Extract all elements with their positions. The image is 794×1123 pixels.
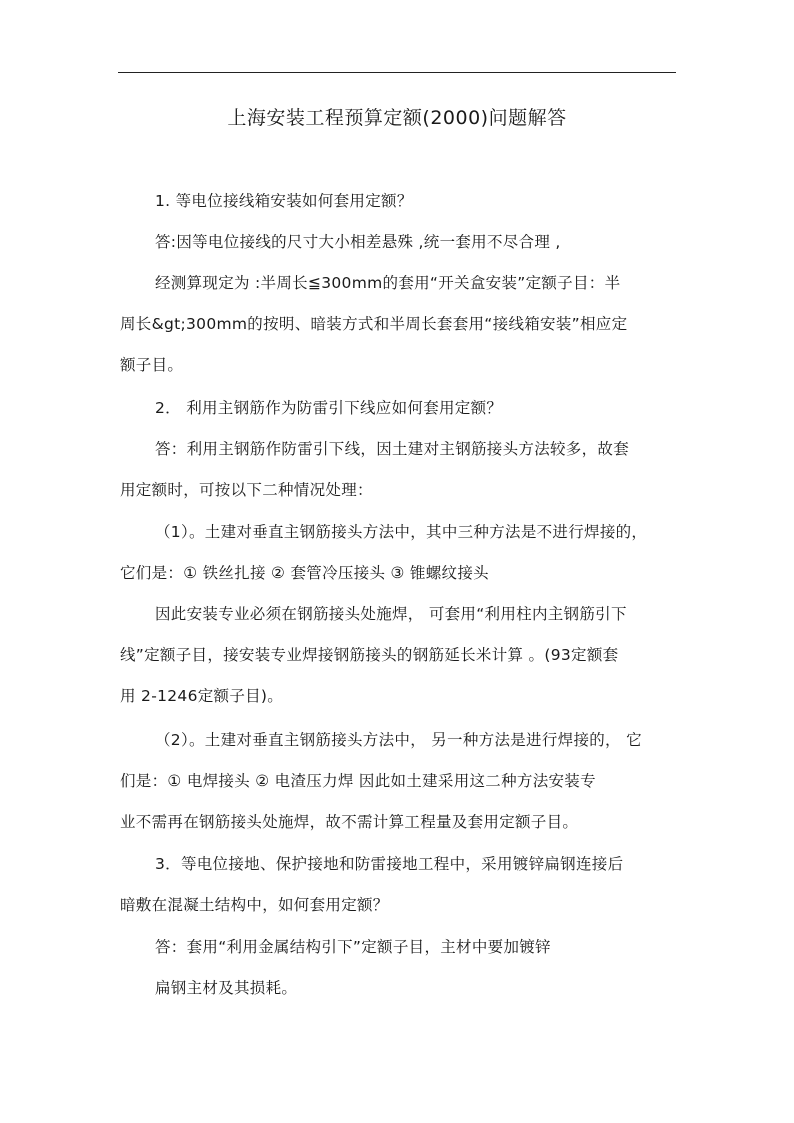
answer-2-line-1: 答：利用主钢筋作防雷引下线，因土建对主钢筋接头方法较多，故套 (155, 440, 630, 458)
case-2-line-3: 业不需再在钢筋接头处施焊，故不需计算工程量及套用定额子目。 (120, 813, 579, 831)
case-1-line-2: 它们是：① 铁丝扎接 ② 套管冷压接头 ③ 锥螺纹接头 (120, 564, 489, 582)
document-title: 上海安装工程预算定额(2000)问题解答 (227, 107, 567, 129)
case-2-line-1: （2）。土建对垂直主钢筋接头方法中， 另一种方法是进行焊接的， 它 (155, 731, 642, 749)
answer-3-line-2: 扁钢主材及其损耗。 (155, 979, 298, 997)
question-3-line-2: 暗敷在混凝土结构中，如何套用定额？ (120, 896, 389, 914)
question-1: 1. 等电位接线箱安装如何套用定额？ (155, 192, 413, 210)
answer-1-line-2: 经测算现定为 :半周长≦300mm的套用“开关盒安装”定额子目：半 (155, 274, 621, 292)
case-1-line-1: （1）。土建对垂直主钢筋接头方法中，其中三种方法是不进行焊接的， (155, 523, 648, 541)
question-3-line-1: 3．等电位接地、保护接地和防雷接地工程中，采用镀锌扁钢连接后 (155, 855, 624, 873)
case-1-line-4: 线”定额子目，接安装专业焊接钢筋接头的钢筋延长米计算 。(93定额套 (120, 646, 619, 664)
answer-1-line-1: 答:因等电位接线的尺寸大小相差悬殊 ,统一套用不尽合理 , (155, 233, 561, 251)
case-1-line-5: 用 2-1246定额子目)。 (120, 687, 284, 705)
question-2: 2． 利用主钢筋作为防雷引下线应如何套用定额？ (155, 399, 503, 417)
header-rule (118, 72, 676, 73)
case-1-line-3: 因此安装专业必须在钢筋接头处施焊， 可套用“利用柱内主钢筋引下 (155, 605, 627, 623)
answer-1-line-3: 周长&gt;300mm的按明、暗装方式和半周长套套用“接线箱安装”相应定 (120, 315, 628, 333)
answer-2-line-2: 用定额时，可按以下二种情况处理： (120, 481, 373, 499)
answer-3-line-1: 答：套用“利用金属结构引下”定额子目，主材中要加镀锌 (155, 938, 551, 956)
case-2-line-2: 们是：① 电焊接头 ② 电渣压力焊 因此如土建采用这二种方法安装专 (120, 772, 596, 790)
answer-1-line-4: 额子目。 (120, 356, 184, 374)
